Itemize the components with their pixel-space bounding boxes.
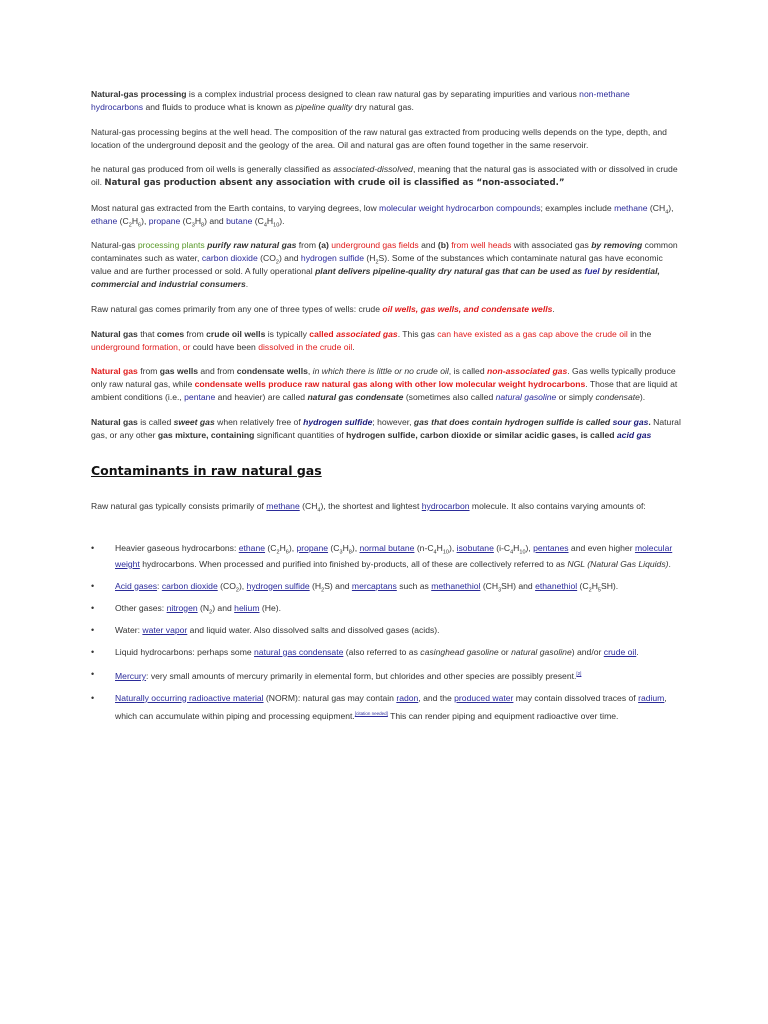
link-ethanethiol[interactable]: ethanethiol (535, 580, 578, 591)
contaminants-intro-paragraph: Raw natural gas typically consists primarily of methane $(CH_4)$, the shortest and lightest hydrocarbon molecule. It also contains varying amounts of: (91, 500, 646, 514)
link-produced-water[interactable]: produced water (454, 692, 514, 703)
bullet-icon: • (91, 602, 95, 613)
link-fuel[interactable]: fuel (584, 266, 600, 277)
link-hydrocarbon[interactable]: hydrocarbon (421, 500, 470, 511)
bullet-icon: • (91, 646, 95, 657)
link-pentanes[interactable]: pentanes (533, 542, 569, 553)
link-acid-gas[interactable]: acid gas (616, 429, 652, 440)
citation-needed-link[interactable]: [citation needed] (354, 710, 388, 716)
link-ethane[interactable]: ethane (91, 215, 118, 226)
link-carbon-dioxide[interactable]: carbon dioxide (201, 253, 258, 264)
hydrocarbon-compounds-paragraph: Most natural gas extracted from the Earth contains, to varying degrees, low molecular weight hydrocarbon compounds; examples include methane $(CH_4)$, ethane $(C_2H_6)$, propane $(C_3H_8)$ and butane $(C_4H_{10})$. (91, 202, 674, 229)
bullet-icon: • (91, 624, 95, 635)
list-item: • Heavier gaseous hydrocarbons: ethane $(C_2H_6)$, propane $(C_3H_8)$, normal butane $(n-C_4H_{10})$, isobutane $(i-C_4H_{10})$, pentanes and even higher molecular weight hydrocarbons. When processed and purified into finished by-products, all of these are collectively referred to as NGL (Natural Gas Liquids). (91, 540, 681, 572)
link-methanethiol[interactable]: methanethiol (431, 580, 481, 591)
link-norm[interactable]: Naturally occurring radioactive material (115, 692, 264, 703)
link-normal-butane[interactable]: normal butane (359, 542, 415, 553)
link-isobutane[interactable]: isobutane (456, 542, 494, 553)
non-associated-gas-paragraph: Natural gas from gas wells and from condensate wells, in which there is little or no crude oil, is called non-associated gas. Gas wells typically produce only raw natural gas, while condensate wells produce raw natural gas along with other low molecular weight hydrocarbons. Those that are liquid at ambient conditions (i.e., pentane and heavier) are called natural gas condensate (sometimes also called natural gasoline or simply condensate). (91, 366, 678, 403)
list-item: • Other gases: nitrogen $(N_2)$ and helium (He). (91, 600, 681, 616)
link-carbon-dioxide-2[interactable]: carbon dioxide (161, 580, 218, 591)
link-propane-2[interactable]: propane (296, 542, 329, 553)
bullet-icon: • (91, 542, 95, 553)
link-non-methane-hydrocarbons[interactable]: non-methane hydrocarbons (91, 89, 630, 112)
link-mercaptans[interactable]: mercaptans (351, 580, 397, 591)
contaminants-list (91, 540, 681, 724)
term-natural-gas-processing: Natural-gas processing (91, 89, 187, 99)
list-item: • Liquid hydrocarbons: perhaps some natural gas condensate (also referred to as casinghead gasoline or natural gasoline) and/or crude oil. (91, 644, 681, 660)
link-processing-plants[interactable]: processing plants (137, 240, 205, 251)
link-hydrogen-sulfide[interactable]: hydrogen sulfide (300, 253, 364, 264)
link-ethane-2[interactable]: ethane (238, 542, 266, 553)
link-crude-oil[interactable]: crude oil (603, 646, 637, 657)
link-propane[interactable]: propane (148, 215, 181, 226)
citation-link[interactable]: [2] (576, 670, 582, 676)
link-methane[interactable]: methane (614, 202, 648, 213)
link-natural-gas-condensate[interactable]: natural gas condensate (254, 646, 344, 657)
link-radon[interactable]: radon (396, 692, 419, 703)
oil-wells-paragraph: he natural gas produced from oil wells is generally classified as associated-dissolved, meaning that the natural gas is associated with or dissolved in crude oil. Natural gas production absent any association with crude oil is classified as “non-associated.” (91, 164, 678, 189)
link-hydrogen-sulfide-2[interactable]: hydrogen sulfide (303, 416, 373, 427)
link-sour-gas[interactable]: sour gas (612, 416, 649, 427)
intro-paragraph: Natural-gas processing is a complex industrial process designed to clean raw natural gas by separating impurities and various non-methane hydrocarbons and fluids to produce what is known as pipeline quality dry natural gas. (91, 89, 630, 112)
link-butane[interactable]: butane (226, 215, 253, 226)
bullet-icon: • (91, 580, 95, 591)
bullet-icon: • (91, 668, 95, 679)
list-item: • Naturally occurring radioactive material (NORM): natural gas may contain radon, and the produced water may contain dissolved traces of radium, which can accumulate within piping and processing equipment.[citation needed] This can render piping and equipment radioactive over time. (91, 690, 681, 724)
link-water-vapor[interactable]: water vapor (142, 624, 188, 635)
associated-gas-paragraph: Natural gas that comes from crude oil wells is typically called associated gas. This gas can have existed as a gas cap above the crude oil in the underground formation, or could have been dissolved in the crude oil. (91, 328, 652, 352)
well-head-paragraph: Natural-gas processing begins at the well head. The composition of the raw natural gas extracted from producing wells depends on the type, depth, and location of the underground deposit and the geology of the area. Oil and natural gas are often found together in the same reservoir. (91, 126, 667, 150)
link-helium[interactable]: helium (234, 602, 260, 613)
well-types-paragraph: Raw natural gas comes primarily from any one of three types of wells: crude oil wells, gas wells, and condensate wells. (91, 303, 555, 314)
processing-plants-paragraph: Natural-gas processing plants purify raw natural gas from (a) underground gas fields and (b) from well heads with associated gas by removing common contaminates such as water, carbon dioxide $(CO_2)$ and hydrogen sulfide $(H_2S)$. Some of the substances which contaminate natural gas have economic value and are further processed or sold. A fully operational plant delivers pipeline-quality dry natural gas that can be used as fuel by residential, commercial and industrial consumers. (91, 240, 678, 290)
link-acid-gases[interactable]: Acid gases (115, 580, 158, 591)
link-pentane[interactable]: pentane (184, 392, 216, 403)
sweet-sour-gas-paragraph: Natural gas is called sweet gas when relatively free of hydrogen sulfide; however, gas that does contain hydrogen sulfide is called sour gas. Natural gas, or any other gas mixture, containing significant quantities of hydrogen sulfide, carbon dioxide or similar acidic gases, is called acid gas (91, 416, 681, 440)
section-heading: Contaminants in raw natural gas (91, 462, 322, 478)
link-methane-2[interactable]: methane (266, 500, 300, 511)
link-mercury[interactable]: Mercury (115, 670, 147, 681)
list-item: • Acid gases: carbon dioxide $(CO_2)$, hydrogen sulfide $(H_2S)$ and mercaptans such as methanethiol $(CH_3SH)$ and ethanethiol $(C_2H_5SH)$. (91, 578, 681, 594)
list-item: • Mercury: very small amounts of mercury primarily in elemental form, but chlorides and other species are possibly present.[2] (91, 666, 681, 684)
link-hydrogen-sulfide-3[interactable]: hydrogen sulfide (246, 580, 310, 591)
link-radium[interactable]: radium (638, 692, 665, 703)
article-body (91, 88, 681, 729)
bullet-icon: • (91, 692, 95, 703)
link-nitrogen[interactable]: nitrogen (166, 602, 198, 613)
link-natural-gasoline[interactable]: natural gasoline (495, 392, 557, 403)
list-item: • Water: water vapor and liquid water. Also dissolved salts and dissolved gases (acids). (91, 622, 681, 638)
non-associated-note: Natural gas production absent any association with crude oil is classified as “non-associated.” (104, 178, 565, 189)
link-molecular-weight-compounds[interactable]: molecular weight hydrocarbon compounds (379, 202, 541, 213)
link-molecular-weight[interactable]: molecular weight (115, 542, 673, 569)
